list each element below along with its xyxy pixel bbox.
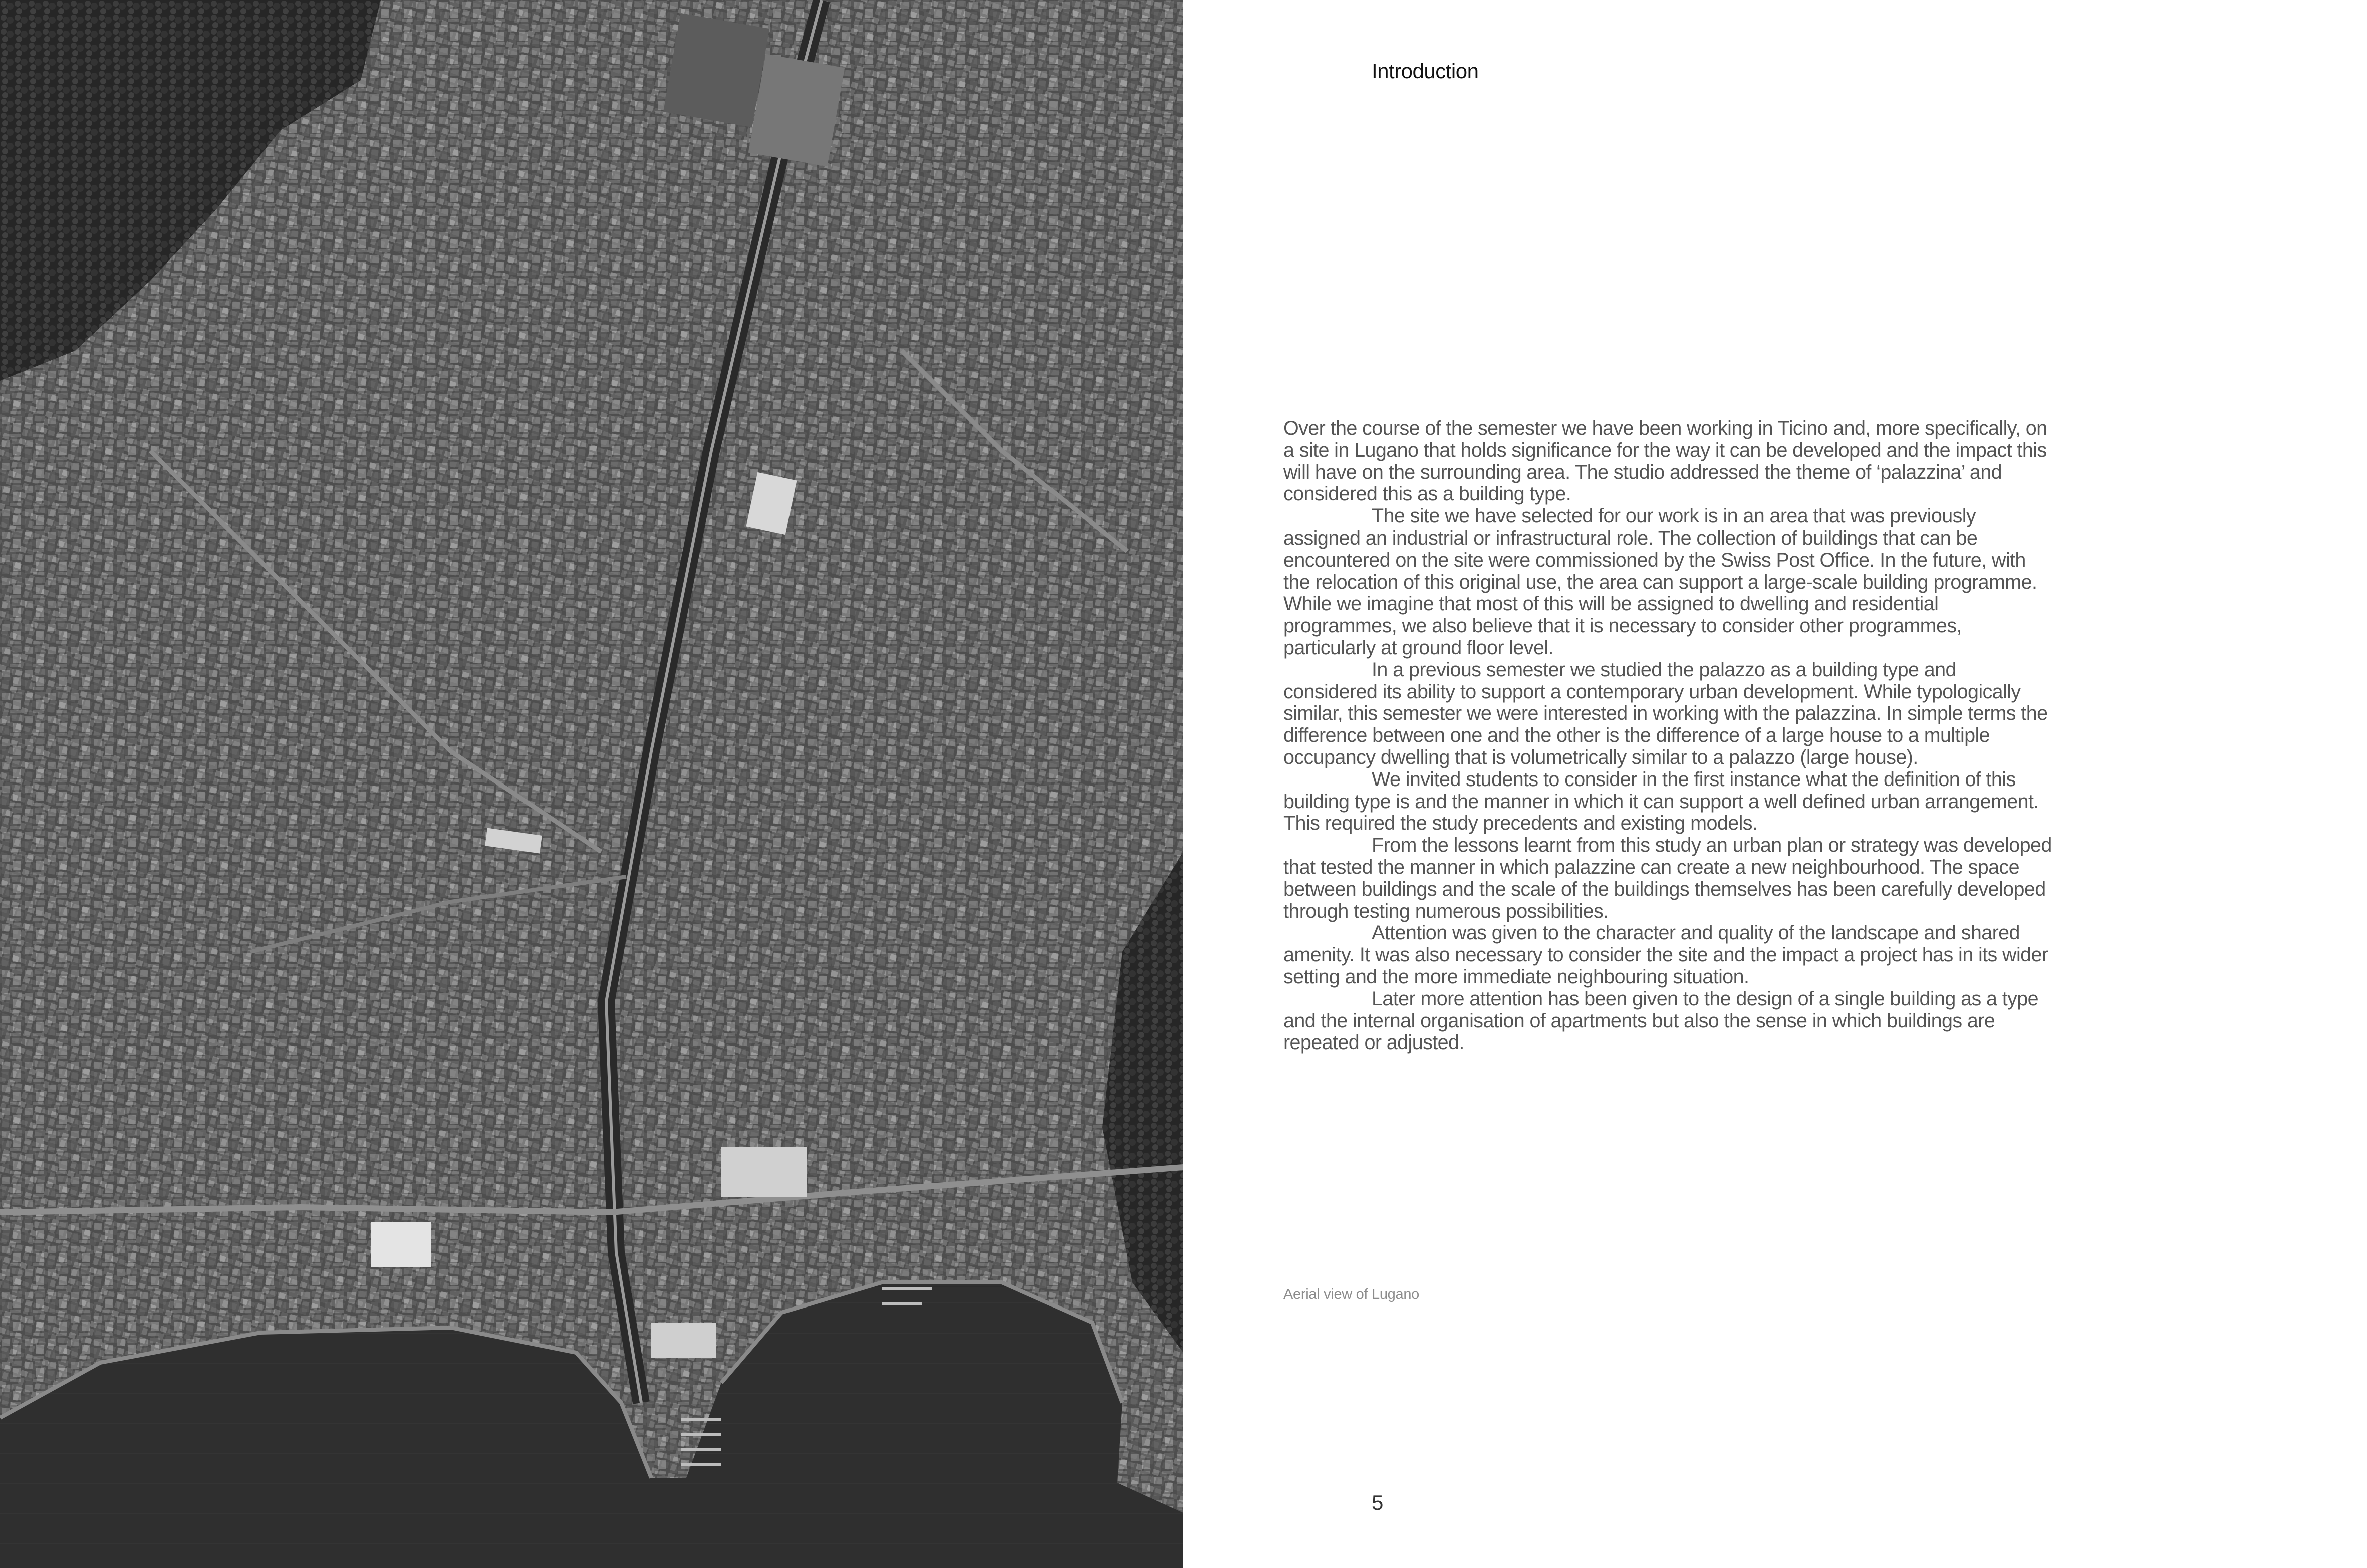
aerial-photo <box>0 0 1183 1568</box>
photo-caption: Aerial view of Lugano <box>1283 1286 1419 1302</box>
paragraph-6: Attention was given to the character and quality of the landscape and shared amenity. It was also necessary to consider the site and the impact a project has in its wider setting and the more immediate neighbouring situation. <box>1283 922 2048 988</box>
paragraph-7: Later more attention has been given to the design of a single building as a type and the internal organisation of apartments but also the sense in which buildings are repeated or adjusted. <box>1283 987 2039 1054</box>
section-heading: Introduction <box>1372 59 1479 83</box>
introduction-body <box>1283 418 2055 1054</box>
paragraph-5: From the lessons learnt from this study an urban plan or strategy was developed that tested the manner in which palazzine can create a new neighbourhood. The space between buildings and the scale of the buildings themselves has been carefully developed through testing numerous possibilities. <box>1283 834 2052 922</box>
paragraph-3: In a previous semester we studied the palazzo as a building type and considered its ability to support a contemporary urban development. While typologically similar, this semester we were interested in working with the palazzina. In simple terms the difference between one and the other is the difference of a large house to a multiple occupancy dwelling that is volumetrically similar to a palazzo (large house). <box>1283 658 2048 768</box>
page-number: 5 <box>1372 1491 1384 1514</box>
paragraph-4: We invited students to consider in the first instance what the definition of this building type is and the manner in which it can support a well defined urban arrangement. This required the study precedents and existing models. <box>1283 768 2039 835</box>
paragraph-2: The site we have selected for our work is in an area that was previously assigned an industrial or infrastructural role. The collection of buildings that can be encountered on the site were commissioned by the Swiss Post Office. In the future, with the relocation of this original use, the area can support a large-scale building programme. While we imagine that most of this will be assigned to dwelling and residential programmes, we also believe that it is necessary to consider other programmes, particularly at ground floor level. <box>1283 505 2037 659</box>
paragraph-1: Over the course of the semester we have been working in Ticino and, more specifically, on a site in Lugano that holds significance for the way it can be developed and the impact this will have on the surrounding area. The studio addressed the theme of ‘palazzina’ and considered this as a building type. <box>1283 417 2047 505</box>
